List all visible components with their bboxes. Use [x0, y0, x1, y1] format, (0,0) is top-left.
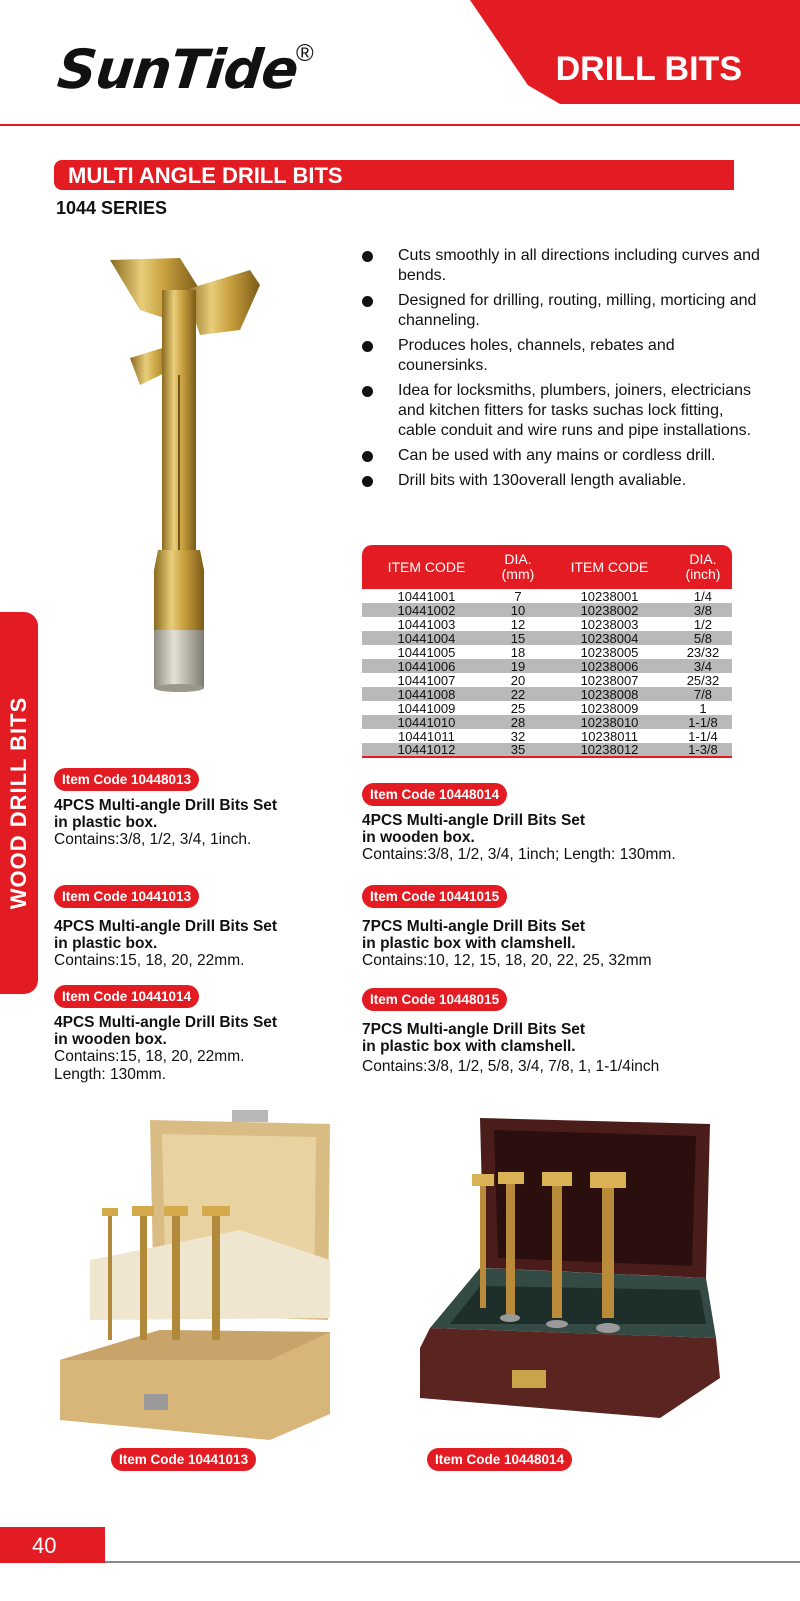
- table-cell: 10238006: [545, 659, 674, 673]
- side-category-label: WOOD DRILL BITS: [6, 696, 31, 910]
- table-cell: 10441006: [362, 659, 491, 673]
- table-cell: 10238010: [545, 715, 674, 729]
- table-row: [362, 617, 732, 631]
- feature-item: Idea for locksmiths, plumbers, joiners, electricians and kitchen fitters for tasks suchas lock fitting, cable conduit and wire runs and pipe installations.: [360, 381, 760, 441]
- table-cell: 5/8: [674, 631, 732, 645]
- item-block: [54, 985, 277, 1084]
- table-cell: 1-1/4: [688, 728, 718, 744]
- dark-wooden-box-image: [420, 1118, 724, 1420]
- table-row: [362, 743, 732, 757]
- table-cell: 10238009: [580, 700, 639, 716]
- table-cell: 10441002: [362, 603, 491, 617]
- item-code-badge: Item Code 10441013: [54, 885, 199, 908]
- item-name: 4PCS Multi-angle Drill Bits Set in wooden box.: [362, 812, 586, 846]
- photo-caption: [111, 1448, 256, 1471]
- wooden-box-image: [60, 1110, 340, 1440]
- page-number-box: [0, 1527, 105, 1563]
- item-code-badge: Item Code 10441014: [54, 985, 199, 1008]
- item-name: 7PCS Multi-angle Drill Bits Set in plastic box with clamshell.: [362, 1021, 586, 1055]
- table-cell: 1/2: [693, 616, 712, 632]
- table-row: [362, 701, 732, 715]
- item-block: [362, 885, 652, 970]
- table-cell: 10441009: [397, 700, 456, 716]
- table-cell: 10238012: [545, 743, 674, 757]
- table-cell: 25: [510, 700, 526, 716]
- table-row: [362, 729, 732, 743]
- table-cell: 10441005: [397, 644, 456, 660]
- item-description: Contains:3/8, 1/2, 3/4, 1inch; Length: 130mm.: [362, 846, 676, 863]
- feature-item: Designed for drilling, routing, milling, morticing and channeling.: [360, 291, 760, 331]
- item-description: Contains:10, 12, 15, 18, 20, 22, 25, 32mm: [362, 952, 652, 969]
- table-cell: 3/4: [674, 659, 732, 673]
- table-cell: 10238011: [581, 728, 638, 744]
- table-cell: 15: [491, 631, 545, 645]
- table-row: [362, 631, 732, 645]
- footer-divider: [105, 1561, 800, 1563]
- header-item-code-mm: ITEM CODE: [362, 545, 491, 589]
- item-block: [362, 988, 659, 1076]
- table-cell: 10238007: [580, 672, 639, 688]
- item-description: Contains:15, 18, 20, 22mm.: [54, 952, 245, 969]
- table-cell: 10441007: [397, 672, 456, 688]
- photo-caption: [427, 1448, 572, 1471]
- header-dia-inch: DIA. (inch): [674, 545, 732, 589]
- table-cell: 3/8: [674, 603, 732, 617]
- item-code-badge: Item Code 10448014: [362, 783, 507, 806]
- item-block: [362, 783, 676, 864]
- table-cell: 10238005: [580, 644, 639, 660]
- table-cell: 10441010: [362, 715, 491, 729]
- spec-table: [362, 545, 732, 758]
- item-code-badge: Item Code 10448015: [362, 988, 507, 1011]
- section-title-bar: [54, 160, 734, 190]
- item-name: 4PCS Multi-angle Drill Bits Set in plastic box.: [54, 918, 278, 952]
- item-code-badge: Item Code 10441015: [362, 885, 507, 908]
- item-block: [54, 885, 277, 970]
- table-cell: 1/4: [693, 588, 712, 604]
- category-title: DRILL BITS: [555, 50, 742, 88]
- feature-item: Produces holes, channels, rebates and counersinks.: [360, 336, 760, 376]
- table-cell: 10: [491, 603, 545, 617]
- table-cell: 1: [699, 700, 707, 716]
- registered-mark: ®: [296, 40, 314, 67]
- brand-logo: [54, 38, 314, 118]
- table-cell: 28: [491, 715, 545, 729]
- header-divider: [0, 124, 800, 126]
- header-dia-mm: DIA. (mm): [491, 545, 545, 589]
- table-cell: 23/32: [686, 644, 720, 660]
- item-name: 7PCS Multi-angle Drill Bits Set in plastic box with clamshell.: [362, 918, 586, 952]
- table-cell: 10238004: [545, 631, 674, 645]
- item-block: [54, 768, 277, 849]
- item-name: 4PCS Multi-angle Drill Bits Set in plastic box.: [54, 797, 278, 831]
- side-category-tab: [0, 612, 38, 994]
- table-cell: 35: [491, 743, 545, 757]
- section-title: MULTI ANGLE DRILL BITS: [68, 163, 343, 188]
- item-code-badge: Item Code 10448014: [427, 1448, 572, 1471]
- table-cell: 1-1/8: [674, 715, 732, 729]
- table-row: [362, 645, 732, 659]
- table-cell: 10441011: [398, 728, 455, 744]
- table-cell: 10441003: [397, 616, 456, 632]
- table-cell: 20: [510, 672, 526, 688]
- table-cell: 1-3/8: [674, 743, 732, 757]
- brand-name: SunTide: [54, 38, 301, 101]
- drill-bit-image: [100, 250, 280, 710]
- table-cell: 10238002: [545, 603, 674, 617]
- item-description: Contains:3/8, 1/2, 5/8, 3/4, 7/8, 1, 1-1/4inch: [362, 1058, 660, 1075]
- series-label: 1044 SERIES: [56, 198, 168, 218]
- table-cell: 10441008: [362, 687, 491, 701]
- table-cell: 25/32: [686, 672, 720, 688]
- table-cell: 7/8: [674, 687, 732, 701]
- table-cell: 10238003: [580, 616, 639, 632]
- header-item-code-inch: ITEM CODE: [545, 545, 674, 589]
- item-description: Contains:3/8, 1/2, 3/4, 1inch.: [54, 831, 252, 848]
- table-row: [362, 715, 732, 729]
- table-cell: 32: [510, 728, 526, 744]
- table-cell: 19: [491, 659, 545, 673]
- table-cell: 18: [510, 644, 526, 660]
- item-name: 4PCS Multi-angle Drill Bits Set in wooden box.: [54, 1014, 278, 1048]
- feature-item: Drill bits with 130overall length avaliable.: [360, 471, 760, 491]
- table-cell: 10441001: [397, 588, 456, 604]
- feature-list: [360, 246, 760, 496]
- item-code-badge: Item Code 10441013: [111, 1448, 256, 1471]
- item-description: Contains:15, 18, 20, 22mm. Length: 130mm.: [54, 1048, 245, 1083]
- table-cell: 7: [514, 588, 522, 604]
- table-cell: 10238001: [580, 588, 639, 604]
- table-cell: 10441012: [362, 743, 491, 757]
- feature-item: Cuts smoothly in all directions including curves and bends.: [360, 246, 760, 286]
- table-header-row: [362, 545, 732, 589]
- feature-item: Can be used with any mains or cordless drill.: [360, 446, 760, 466]
- table-row: [362, 589, 732, 603]
- table-cell: 10441004: [362, 631, 491, 645]
- table-row: [362, 659, 732, 673]
- page-number: 40: [32, 1533, 57, 1558]
- table-cell: 12: [510, 616, 526, 632]
- table-row: [362, 687, 732, 701]
- table-cell: 22: [491, 687, 545, 701]
- table-row: [362, 673, 732, 687]
- table-row: [362, 603, 732, 617]
- item-code-badge: Item Code 10448013: [54, 768, 199, 791]
- table-cell: 10238008: [545, 687, 674, 701]
